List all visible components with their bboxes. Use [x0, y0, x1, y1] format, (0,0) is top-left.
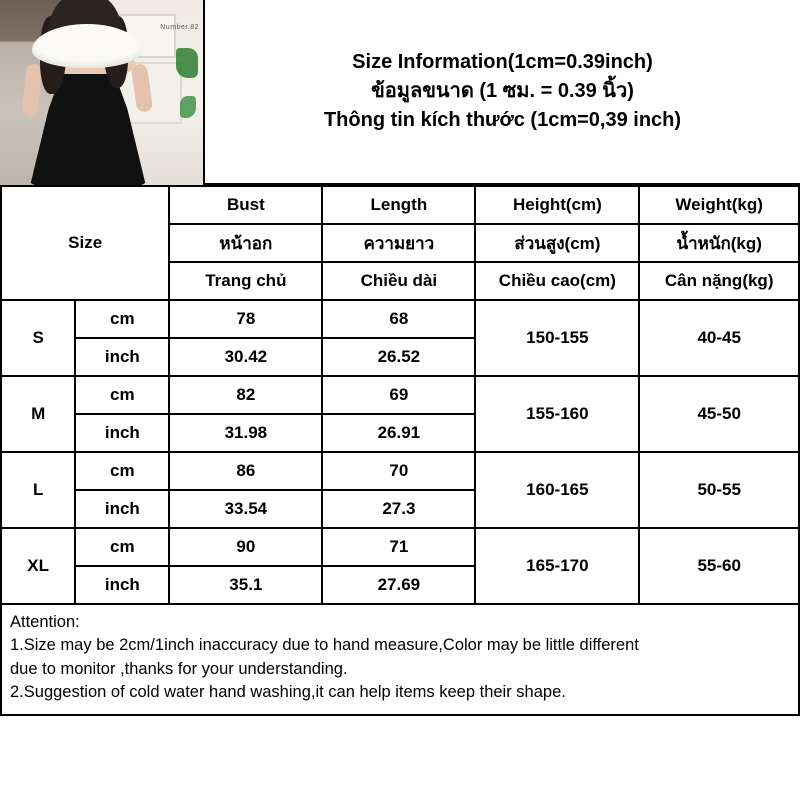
table-row — [1, 452, 799, 490]
header-height-vi: Chiều cao(cm) — [475, 262, 639, 300]
header-height-th: ส่วนสูง(cm) — [475, 224, 639, 262]
weight-l: 50-55 — [639, 452, 799, 528]
weight-s: 40-45 — [639, 300, 799, 376]
row-size-l: L — [1, 452, 75, 528]
header-bust-vi: Trang chủ — [169, 262, 322, 300]
table-header-row-en — [1, 186, 799, 224]
header — [0, 0, 800, 185]
height-xl: 165-170 — [475, 528, 639, 604]
row-size-xl: XL — [1, 528, 75, 604]
weight-m: 45-50 — [639, 376, 799, 452]
attention-section — [0, 605, 800, 716]
bust-inch-s: 30.42 — [169, 338, 322, 376]
title-line-th: ข้อมูลขนาด (1 ซม. = 0.39 นิ้ว) — [371, 80, 634, 102]
bust-cm-xl: 90 — [169, 528, 322, 566]
header-bust-th: หน้าอก — [169, 224, 322, 262]
bust-cm-m: 82 — [169, 376, 322, 414]
header-height-en: Height(cm) — [475, 186, 639, 224]
product-photo — [0, 0, 205, 185]
attention-line-3: 2.Suggestion of cold water hand washing,it can help items keep their shape. — [10, 682, 566, 701]
header-size-label: Size — [1, 186, 169, 300]
title-block — [205, 0, 800, 183]
weight-xl: 55-60 — [639, 528, 799, 604]
unit-inch: inch — [75, 566, 169, 604]
length-cm-xl: 71 — [322, 528, 475, 566]
table-row — [1, 528, 799, 566]
unit-inch: inch — [75, 338, 169, 376]
bust-inch-l: 33.54 — [169, 490, 322, 528]
length-inch-xl: 27.69 — [322, 566, 475, 604]
header-weight-th: น้ำหนัก(kg) — [639, 224, 799, 262]
height-m: 155-160 — [475, 376, 639, 452]
unit-cm: cm — [75, 452, 169, 490]
attention-line-2: due to monitor ,thanks for your understanding. — [10, 659, 348, 678]
row-size-s: S — [1, 300, 75, 376]
row-size-m: M — [1, 376, 75, 452]
height-s: 150-155 — [475, 300, 639, 376]
height-l: 160-165 — [475, 452, 639, 528]
bust-cm-s: 78 — [169, 300, 322, 338]
header-length-vi: Chiều dài — [322, 262, 475, 300]
bust-inch-xl: 35.1 — [169, 566, 322, 604]
photo-watermark: Number.82 — [160, 24, 199, 31]
unit-cm: cm — [75, 376, 169, 414]
bust-inch-m: 31.98 — [169, 414, 322, 452]
length-inch-m: 26.91 — [322, 414, 475, 452]
bust-cm-l: 86 — [169, 452, 322, 490]
size-table — [0, 185, 800, 605]
title-line-vi: Thông tin kích thước (1cm=0,39 inch) — [323, 109, 682, 131]
table-row — [1, 300, 799, 338]
header-weight-vi: Cân nặng(kg) — [639, 262, 799, 300]
table-row — [1, 376, 799, 414]
unit-cm: cm — [75, 528, 169, 566]
unit-inch: inch — [75, 490, 169, 528]
length-cm-l: 70 — [322, 452, 475, 490]
header-weight-en: Weight(kg) — [639, 186, 799, 224]
photo-plant — [176, 48, 198, 78]
photo-ruffle-collar — [32, 24, 142, 68]
attention-title: Attention: — [10, 613, 80, 631]
length-cm-s: 68 — [322, 300, 475, 338]
header-length-en: Length — [322, 186, 475, 224]
unit-cm: cm — [75, 300, 169, 338]
length-inch-l: 27.3 — [322, 490, 475, 528]
unit-inch: inch — [75, 414, 169, 452]
length-cm-m: 69 — [322, 376, 475, 414]
attention-line-1: 1.Size may be 2cm/1inch inaccuracy due to hand measure,Color may be little different — [10, 636, 639, 655]
header-length-th: ความยาว — [322, 224, 475, 262]
header-bust-en: Bust — [169, 186, 322, 224]
length-inch-s: 26.52 — [322, 338, 475, 376]
title-line-en: Size Information(1cm=0.39inch) — [352, 51, 653, 73]
